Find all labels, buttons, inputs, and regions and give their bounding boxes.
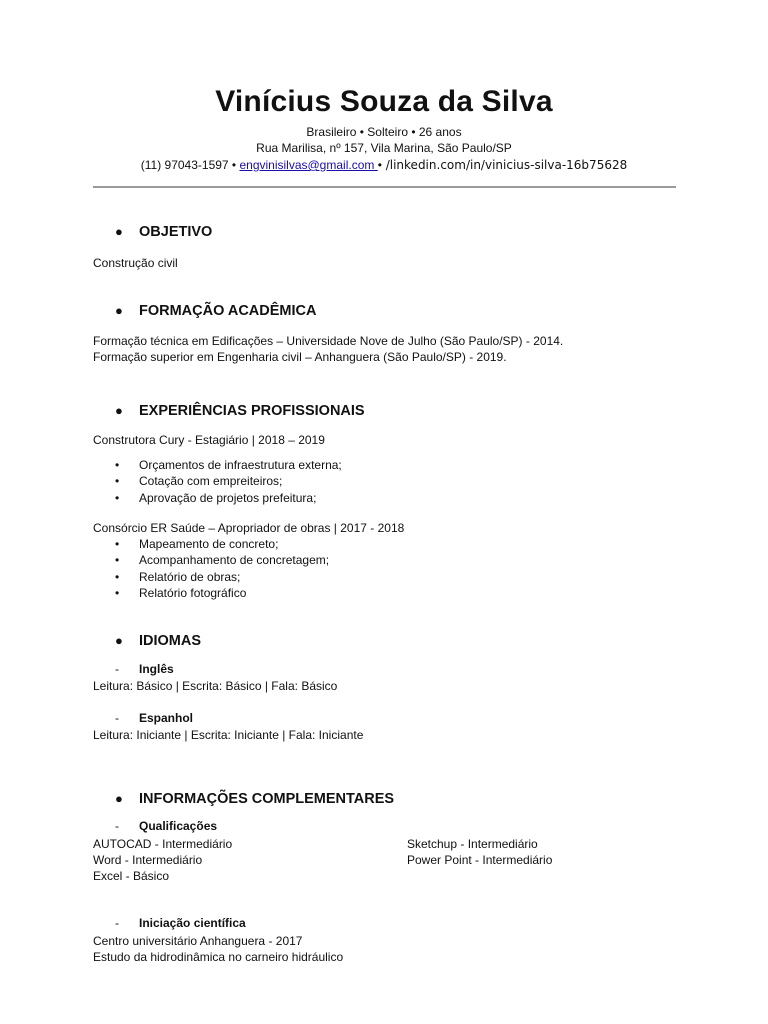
header-divider <box>93 186 676 188</box>
objetivo-text: Construção civil <box>93 256 178 270</box>
iniciacao-line: Centro universitário Anhanguera - 2017 <box>93 934 303 948</box>
qualificacoes-label: - Qualificações <box>115 819 218 833</box>
candidate-name: Vinícius Souza da Silva <box>215 85 553 118</box>
section-bullet: ● <box>115 224 123 239</box>
formacao-line: Formação superior em Engenharia civil – Anhanguera (São Paulo/SP) - 2019. <box>93 350 507 364</box>
job-tasks <box>115 536 329 601</box>
list-item: • Mapeamento de concreto; <box>115 537 279 551</box>
skill-item: Power Point - Intermediário <box>407 853 553 867</box>
personal-info: Brasileiro • Solteiro • 26 anos <box>306 125 462 139</box>
section-heading-formacao: ● FORMAÇÃO ACADÊMICA <box>115 303 317 319</box>
language-level: Leitura: Iniciante | Escrita: Iniciante | Fala: Iniciante <box>93 728 364 742</box>
language-name: - Inglês <box>115 662 174 676</box>
language-level: Leitura: Básico | Escrita: Básico | Fala: Básico <box>93 679 338 693</box>
list-item: • Orçamentos de infraestrutura externa; <box>115 458 342 472</box>
phone: (11) 97043-1597 • <box>140 158 240 172</box>
list-item: • Aprovação de projetos prefeitura; <box>115 490 317 505</box>
skill-item: Sketchup - Intermediário <box>407 837 538 851</box>
job-header: Consórcio ER Saúde – Apropriador de obras | 2017 - 2018 <box>93 521 405 535</box>
list-item: • Relatório fotográfico <box>115 585 247 600</box>
language-name: - Espanhol <box>115 711 194 725</box>
job-header: Construtora Cury - Estagiário | 2018 – 2019 <box>93 433 325 447</box>
address: Rua Marilisa, nº 157, Vila Marina, São Paulo/SP <box>256 141 512 155</box>
iniciacao-label: - Iniciação científica <box>115 916 246 930</box>
section-bullet: ● <box>115 633 123 648</box>
contact-line <box>0 158 768 172</box>
iniciacao-line: Estudo da hidrodinâmica no carneiro hidráulico <box>93 950 344 964</box>
section-bullet: ● <box>115 403 123 418</box>
linkedin-url: /linkedin.com/in/vinicius-silva-16b75628 <box>381 158 628 172</box>
section-heading-idiomas: ● IDIOMAS <box>115 633 202 649</box>
section-bullet: ● <box>115 303 123 318</box>
section-bullet: ● <box>115 791 123 806</box>
skill-item: Word - Intermediário <box>93 853 203 867</box>
job-tasks <box>115 457 342 506</box>
formacao-line: Formação técnica em Edificações – Universidade Nove de Julho (São Paulo/SP) - 2014. <box>93 334 564 348</box>
list-item: • Acompanhamento de concretagem; <box>115 553 330 568</box>
section-heading-objetivo: ● OBJETIVO <box>115 224 213 240</box>
section-heading-complementares: ● INFORMAÇÕES COMPLEMENTARES <box>115 791 395 807</box>
email-link[interactable]: engvinisilvas@gmail.com <box>239 158 378 172</box>
section-heading-experiencias: ● EXPERIÊNCIAS PROFISSIONAIS <box>115 403 365 419</box>
skill-item: AUTOCAD - Intermediário <box>93 837 233 851</box>
contact-separator: • <box>377 158 382 172</box>
list-item: • Relatório de obras; <box>115 569 241 584</box>
list-item: • Cotação com empreiteiros; <box>115 474 283 489</box>
skill-item: Excel - Básico <box>93 869 170 883</box>
